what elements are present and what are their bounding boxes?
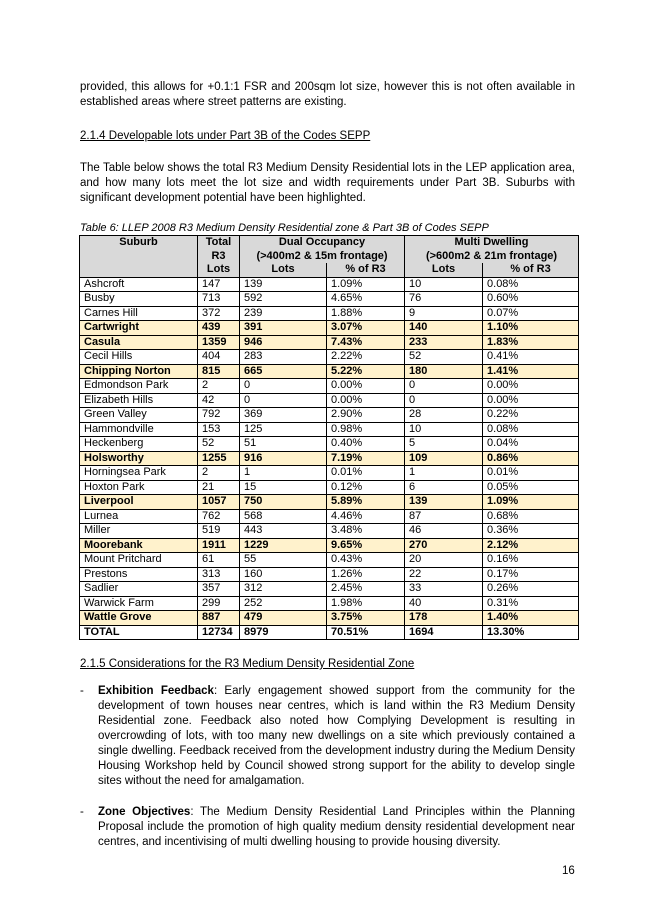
header-total-2: R3: [198, 250, 240, 264]
cell-total: 404: [198, 350, 240, 365]
cell-dual-pct: 7.19%: [327, 451, 405, 466]
cell-multi-lots: 28: [405, 408, 483, 423]
total-cell-total: 12734: [198, 625, 240, 640]
cell-multi-lots: 270: [405, 538, 483, 553]
cell-total: 1359: [198, 335, 240, 350]
cell-multi-pct: 1.09%: [483, 495, 579, 510]
cell-dual-lots: 239: [240, 306, 327, 321]
page-number: 16: [562, 865, 575, 877]
header-multi-lots: Lots: [405, 263, 483, 277]
cell-dual-lots: 252: [240, 596, 327, 611]
cell-multi-pct: 1.41%: [483, 364, 579, 379]
header-total-3: Lots: [198, 263, 240, 277]
bullet-exhibition-feedback: [98, 684, 575, 789]
cell-dual-lots: 0: [240, 379, 327, 394]
cell-suburb: Busby: [80, 292, 198, 307]
section-214-paragraph: The Table below shows the total R3 Medium Density Residential lots in the LEP application area, and how many lots meet the lot size and width requirements under Part 3B. Suburbs with significant development potential have been highlighted.: [80, 162, 575, 204]
cell-total: 762: [198, 509, 240, 524]
cell-multi-lots: 76: [405, 292, 483, 307]
cell-total: 713: [198, 292, 240, 307]
cell-dual-lots: 479: [240, 611, 327, 626]
cell-dual-pct: 5.89%: [327, 495, 405, 510]
cell-multi-pct: 0.08%: [483, 422, 579, 437]
cell-suburb: Green Valley: [80, 408, 198, 423]
cell-total: 1911: [198, 538, 240, 553]
cell-total: 372: [198, 306, 240, 321]
cell-multi-pct: 1.10%: [483, 321, 579, 336]
cell-dual-lots: 125: [240, 422, 327, 437]
cell-suburb: Lurnea: [80, 509, 198, 524]
cell-dual-lots: 160: [240, 567, 327, 582]
cell-multi-pct: 1.83%: [483, 335, 579, 350]
cell-multi-lots: 9: [405, 306, 483, 321]
table-body: [80, 277, 579, 640]
table-row: [80, 292, 579, 307]
cell-multi-lots: 22: [405, 567, 483, 582]
cell-multi-lots: 0: [405, 393, 483, 408]
cell-suburb: Heckenberg: [80, 437, 198, 452]
cell-dual-lots: 283: [240, 350, 327, 365]
bullet-title: Zone Objectives: [98, 806, 191, 818]
cell-dual-pct: 4.65%: [327, 292, 405, 307]
cell-multi-pct: 0.08%: [483, 277, 579, 292]
cell-dual-lots: 15: [240, 480, 327, 495]
cell-multi-pct: 0.26%: [483, 582, 579, 597]
cell-total: 519: [198, 524, 240, 539]
cell-multi-lots: 233: [405, 335, 483, 350]
cell-multi-pct: 0.01%: [483, 466, 579, 481]
cell-multi-lots: 1: [405, 466, 483, 481]
cell-suburb: Moorebank: [80, 538, 198, 553]
header-suburb-blank-2: [80, 263, 198, 277]
cell-multi-pct: 2.12%: [483, 538, 579, 553]
cell-multi-pct: 0.16%: [483, 553, 579, 568]
table-row: [80, 451, 579, 466]
cell-multi-lots: 5: [405, 437, 483, 452]
cell-multi-lots: 0: [405, 379, 483, 394]
cell-multi-lots: 109: [405, 451, 483, 466]
cell-dual-lots: 665: [240, 364, 327, 379]
cell-total: 42: [198, 393, 240, 408]
cell-suburb: Sadlier: [80, 582, 198, 597]
cell-multi-pct: 0.00%: [483, 393, 579, 408]
table-row: [80, 509, 579, 524]
bullet-zone-objectives: [98, 805, 575, 850]
table-caption: Table 6: LLEP 2008 R3 Medium Density Residential zone & Part 3B of Codes SEPP: [80, 222, 489, 234]
cell-multi-pct: 0.31%: [483, 596, 579, 611]
cell-dual-lots: 568: [240, 509, 327, 524]
table-row: [80, 379, 579, 394]
table-row: [80, 350, 579, 365]
cell-suburb: Miller: [80, 524, 198, 539]
cell-total: 299: [198, 596, 240, 611]
cell-dual-lots: 369: [240, 408, 327, 423]
bullet-text: : Early engagement showed support from the community for the development of town houses near centres, which is land within the R3 Medium Density Residential zone. Feedback also noted how Complying Development is resulting in overcrowding of lots, with too many new dwellings on a site which previously contained a single dwelling. Feedback received from the development industry during the Medium Density Housing Workshop held by Council showed strong support for the ability to develop single sites without the need for amalgamation.: [98, 685, 575, 787]
cell-multi-lots: 33: [405, 582, 483, 597]
header-multi-pct: % of R3: [483, 263, 579, 277]
table-row: [80, 596, 579, 611]
table-row: [80, 422, 579, 437]
cell-suburb: Carnes Hill: [80, 306, 198, 321]
cell-dual-lots: 916: [240, 451, 327, 466]
table-row: [80, 393, 579, 408]
cell-suburb: Casula: [80, 335, 198, 350]
header-multi-dwelling: Multi Dwelling: [405, 236, 579, 250]
cell-multi-lots: 10: [405, 422, 483, 437]
table-row: [80, 553, 579, 568]
cell-dual-lots: 312: [240, 582, 327, 597]
cell-suburb: Liverpool: [80, 495, 198, 510]
cell-multi-lots: 10: [405, 277, 483, 292]
cell-suburb: Holsworthy: [80, 451, 198, 466]
cell-suburb: Cecil Hills: [80, 350, 198, 365]
cell-dual-pct: 0.00%: [327, 379, 405, 394]
header-dual-pct: % of R3: [327, 263, 405, 277]
r3-lots-table: [79, 235, 579, 640]
cell-dual-pct: 1.98%: [327, 596, 405, 611]
cell-total: 2: [198, 466, 240, 481]
total-cell-suburb: TOTAL: [80, 625, 198, 640]
cell-dual-lots: 1229: [240, 538, 327, 553]
cell-suburb: Edmondson Park: [80, 379, 198, 394]
header-multi-criteria: (>600m2 & 21m frontage): [405, 250, 579, 264]
total-cell-dual-pct: 70.51%: [327, 625, 405, 640]
header-total-1: Total: [198, 236, 240, 250]
cell-dual-pct: 1.09%: [327, 277, 405, 292]
cell-total: 52: [198, 437, 240, 452]
cell-suburb: Warwick Farm: [80, 596, 198, 611]
cell-suburb: Elizabeth Hills: [80, 393, 198, 408]
cell-multi-pct: 0.04%: [483, 437, 579, 452]
section-214-heading: 2.1.4 Developable lots under Part 3B of the Codes SEPP: [80, 130, 371, 142]
bullet-title: Exhibition Feedback: [98, 685, 214, 697]
cell-dual-lots: 946: [240, 335, 327, 350]
table-row: [80, 611, 579, 626]
cell-multi-pct: 0.60%: [483, 292, 579, 307]
cell-dual-pct: 4.46%: [327, 509, 405, 524]
total-cell-multi-lots: 1694: [405, 625, 483, 640]
cell-dual-lots: 139: [240, 277, 327, 292]
header-dual-occupancy: Dual Occupancy: [240, 236, 405, 250]
table-row: [80, 524, 579, 539]
table-row: [80, 495, 579, 510]
cell-total: 1255: [198, 451, 240, 466]
cell-dual-pct: 7.43%: [327, 335, 405, 350]
intro-paragraph: provided, this allows for +0.1:1 FSR and 200sqm lot size, however this is not often available in established areas where street patterns are existing.: [80, 81, 575, 108]
table-row: [80, 306, 579, 321]
cell-dual-lots: 592: [240, 292, 327, 307]
cell-total: 439: [198, 321, 240, 336]
cell-dual-lots: 443: [240, 524, 327, 539]
cell-total: 21: [198, 480, 240, 495]
cell-total: 61: [198, 553, 240, 568]
bullet-dash-1: -: [80, 685, 84, 697]
header-dual-criteria: (>400m2 & 15m frontage): [240, 250, 405, 264]
cell-multi-lots: 139: [405, 495, 483, 510]
cell-total: 2: [198, 379, 240, 394]
cell-suburb: Cartwright: [80, 321, 198, 336]
cell-dual-pct: 3.07%: [327, 321, 405, 336]
cell-dual-pct: 0.40%: [327, 437, 405, 452]
cell-multi-lots: 178: [405, 611, 483, 626]
cell-total: 357: [198, 582, 240, 597]
cell-multi-pct: 0.68%: [483, 509, 579, 524]
cell-multi-pct: 0.22%: [483, 408, 579, 423]
header-dual-lots: Lots: [240, 263, 327, 277]
cell-dual-pct: 0.43%: [327, 553, 405, 568]
table-row: [80, 480, 579, 495]
cell-total: 887: [198, 611, 240, 626]
total-cell-dual-lots: 8979: [240, 625, 327, 640]
cell-total: 147: [198, 277, 240, 292]
cell-dual-pct: 0.00%: [327, 393, 405, 408]
cell-multi-lots: 20: [405, 553, 483, 568]
table-row: [80, 567, 579, 582]
header-suburb-blank: [80, 250, 198, 264]
total-cell-multi-pct: 13.30%: [483, 625, 579, 640]
cell-dual-pct: 1.88%: [327, 306, 405, 321]
bullet-dash-2: -: [80, 806, 84, 818]
cell-multi-pct: 1.40%: [483, 611, 579, 626]
table-total-row: [80, 625, 579, 640]
cell-dual-pct: 0.01%: [327, 466, 405, 481]
cell-dual-lots: 1: [240, 466, 327, 481]
cell-multi-lots: 180: [405, 364, 483, 379]
cell-dual-pct: 0.98%: [327, 422, 405, 437]
table-row: [80, 335, 579, 350]
cell-multi-pct: 0.07%: [483, 306, 579, 321]
cell-dual-lots: 51: [240, 437, 327, 452]
cell-dual-lots: 391: [240, 321, 327, 336]
cell-multi-pct: 0.00%: [483, 379, 579, 394]
cell-suburb: Horningsea Park: [80, 466, 198, 481]
cell-total: 153: [198, 422, 240, 437]
cell-multi-lots: 52: [405, 350, 483, 365]
cell-suburb: Hoxton Park: [80, 480, 198, 495]
table-row: [80, 538, 579, 553]
table-row: [80, 466, 579, 481]
cell-dual-pct: 3.48%: [327, 524, 405, 539]
cell-total: 815: [198, 364, 240, 379]
cell-multi-lots: 140: [405, 321, 483, 336]
cell-suburb: Prestons: [80, 567, 198, 582]
cell-multi-pct: 0.36%: [483, 524, 579, 539]
cell-dual-lots: 0: [240, 393, 327, 408]
cell-multi-lots: 6: [405, 480, 483, 495]
table-row: [80, 437, 579, 452]
cell-multi-pct: 0.17%: [483, 567, 579, 582]
cell-total: 792: [198, 408, 240, 423]
table-row: [80, 582, 579, 597]
cell-multi-pct: 0.86%: [483, 451, 579, 466]
table-row: [80, 321, 579, 336]
table-row: [80, 364, 579, 379]
bullet-text: : The Medium Density Residential Land Principles within the Planning Proposal include the promotion of high quality medium density residential development near centres, and incentivising of multi dwelling housing to provide housing diversity.: [98, 806, 575, 848]
cell-suburb: Hammondville: [80, 422, 198, 437]
cell-dual-pct: 2.45%: [327, 582, 405, 597]
cell-total: 1057: [198, 495, 240, 510]
cell-suburb: Ashcroft: [80, 277, 198, 292]
cell-dual-pct: 1.26%: [327, 567, 405, 582]
cell-total: 313: [198, 567, 240, 582]
cell-multi-pct: 0.05%: [483, 480, 579, 495]
table-row: [80, 277, 579, 292]
cell-dual-pct: 2.22%: [327, 350, 405, 365]
cell-dual-pct: 2.90%: [327, 408, 405, 423]
cell-dual-lots: 750: [240, 495, 327, 510]
table-row: [80, 408, 579, 423]
cell-dual-pct: 0.12%: [327, 480, 405, 495]
cell-multi-lots: 46: [405, 524, 483, 539]
header-suburb: Suburb: [80, 236, 198, 250]
cell-suburb: Wattle Grove: [80, 611, 198, 626]
cell-suburb: Mount Pritchard: [80, 553, 198, 568]
cell-multi-lots: 40: [405, 596, 483, 611]
cell-multi-lots: 87: [405, 509, 483, 524]
section-215-heading: 2.1.5 Considerations for the R3 Medium Density Residential Zone: [80, 658, 415, 670]
cell-suburb: Chipping Norton: [80, 364, 198, 379]
cell-dual-pct: 5.22%: [327, 364, 405, 379]
cell-dual-lots: 55: [240, 553, 327, 568]
cell-multi-pct: 0.41%: [483, 350, 579, 365]
cell-dual-pct: 9.65%: [327, 538, 405, 553]
cell-dual-pct: 3.75%: [327, 611, 405, 626]
